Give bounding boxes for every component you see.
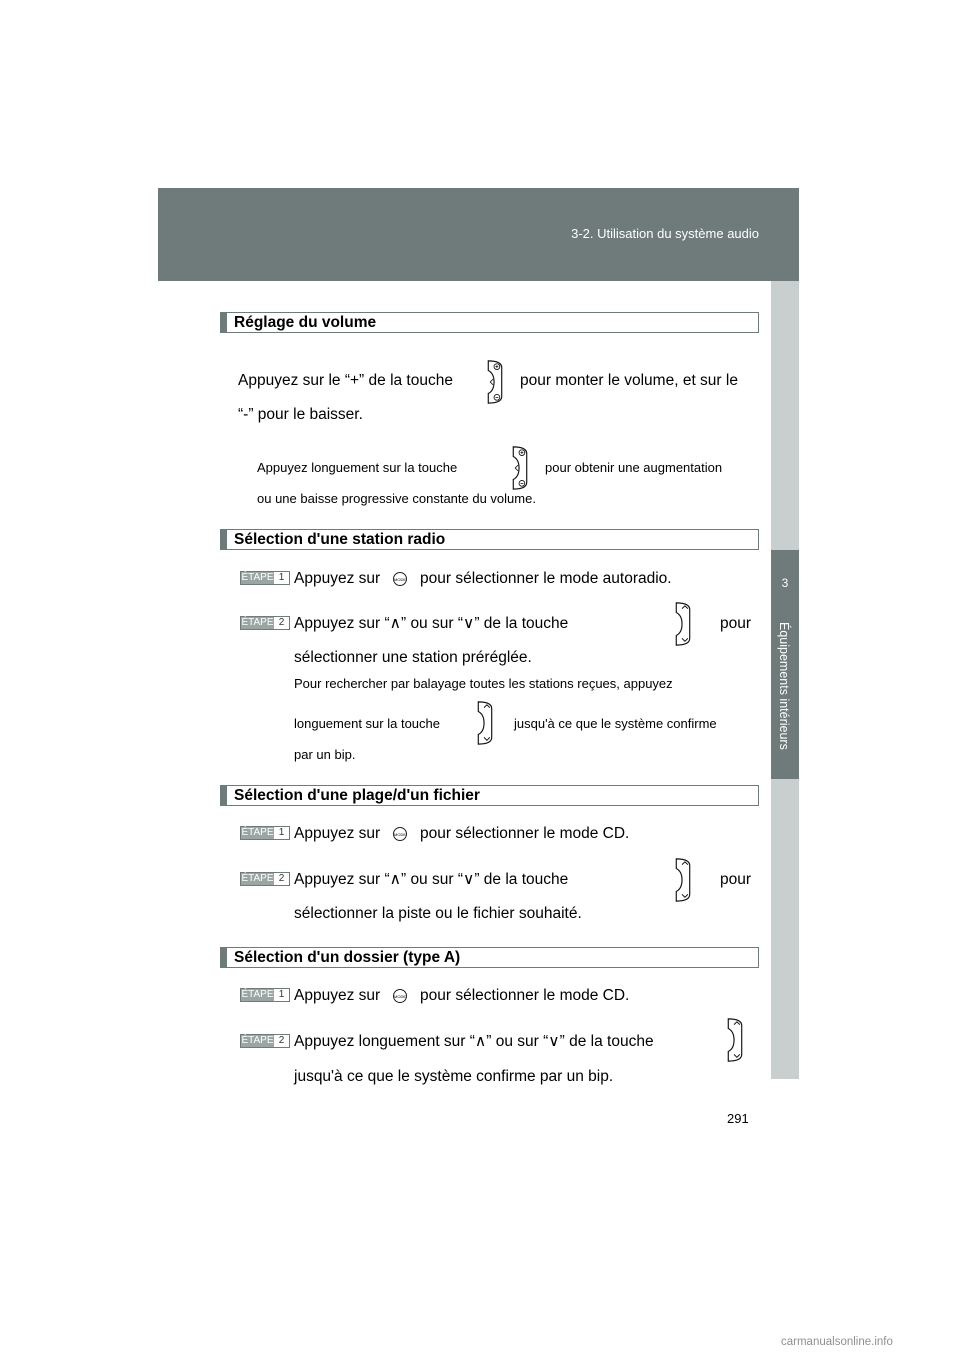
seek-switch-icon — [668, 600, 698, 648]
step-number: 1 — [278, 827, 285, 838]
radio-note: longuement sur la touche — [294, 716, 440, 731]
volume-switch-icon — [480, 358, 510, 406]
radio-step-text: Appuyez sur — [294, 570, 381, 587]
volume-text: “-” pour le baisser. — [238, 406, 363, 423]
volume-switch-icon — [505, 444, 535, 492]
step-label: ÉTAPE — [241, 989, 274, 1000]
volume-text: Appuyez sur le “+” de la touche — [238, 372, 453, 389]
heading-bar — [220, 785, 227, 806]
watermark: carmanualsonline.info — [781, 1336, 893, 1348]
mode-button-icon: MODE — [393, 827, 407, 841]
chapter-label: Équipements intérieurs — [777, 622, 791, 750]
breadcrumb: 3-2. Utilisation du système audio — [571, 226, 759, 241]
step-badge-1 — [240, 571, 290, 585]
step-badge-2 — [240, 1034, 290, 1048]
step-number: 1 — [278, 989, 285, 1000]
radio-step-text: Appuyez sur “∧” ou sur “∨” de la touche — [294, 615, 569, 632]
radio-step-text: pour sélectionner le mode autoradio. — [420, 570, 672, 587]
step-badge-2 — [240, 616, 290, 630]
track-step-text: Appuyez sur “∧” ou sur “∨” de la touche — [294, 871, 569, 888]
mode-button-icon: MODE — [393, 989, 407, 1003]
step-number: 2 — [278, 617, 285, 628]
chapter-tab — [771, 550, 799, 779]
section-title: Réglage du volume — [234, 314, 377, 331]
step-label: ÉTAPE — [241, 617, 274, 628]
section-heading-volume — [220, 312, 759, 333]
section-title: Sélection d'une station radio — [234, 531, 446, 548]
side-tab-lower — [771, 779, 799, 1079]
section-title: Sélection d'un dossier (type A) — [234, 949, 461, 966]
radio-note: par un bip. — [294, 747, 356, 762]
side-tab-upper — [771, 281, 799, 550]
step-badge-1 — [240, 826, 290, 840]
step-badge-2 — [240, 872, 290, 886]
track-step-text: sélectionner la piste ou le fichier souhaité. — [294, 905, 582, 922]
seek-switch-icon — [668, 856, 698, 904]
volume-note: pour obtenir une augmentation — [545, 460, 723, 475]
step-number: 1 — [278, 572, 285, 583]
header-band — [158, 188, 799, 281]
volume-note: Appuyez longuement sur la touche — [257, 460, 458, 475]
step-number: 2 — [278, 873, 285, 884]
section-heading-folder — [220, 947, 759, 968]
volume-text: pour monter le volume, et sur le — [520, 372, 738, 389]
section-heading-radio — [220, 529, 759, 550]
mode-button-icon: MODE — [393, 572, 407, 586]
radio-note: Pour rechercher par balayage toutes les stations reçues, appuyez — [294, 676, 673, 691]
radio-note: jusqu'à ce que le système confirme — [514, 716, 717, 731]
chapter-number: 3 — [781, 576, 789, 590]
heading-bar — [220, 312, 227, 333]
heading-bar — [220, 947, 227, 968]
seek-switch-icon — [470, 699, 500, 747]
step-number: 2 — [278, 1035, 285, 1046]
track-step-text: pour — [720, 871, 752, 888]
folder-step-text: Appuyez longuement sur “∧” ou sur “∨” de la touche — [294, 1033, 654, 1050]
folder-step-text: Appuyez sur — [294, 987, 381, 1004]
step-label: ÉTAPE — [241, 572, 274, 583]
folder-step-text: jusqu'à ce que le système confirme par un bip. — [294, 1068, 614, 1085]
page-number: 291 — [727, 1111, 749, 1126]
track-step-text: Appuyez sur — [294, 825, 381, 842]
section-heading-track — [220, 785, 759, 806]
heading-bar — [220, 529, 227, 550]
step-label: ÉTAPE — [241, 827, 274, 838]
radio-step-text: pour — [720, 615, 752, 632]
step-badge-1 — [240, 988, 290, 1002]
folder-step-text: pour sélectionner le mode CD. — [420, 987, 630, 1004]
step-label: ÉTAPE — [241, 1035, 274, 1046]
radio-step-text: sélectionner une station préréglée. — [294, 649, 532, 666]
volume-note: ou une baisse progressive constante du volume. — [257, 491, 536, 506]
step-label: ÉTAPE — [241, 873, 274, 884]
section-title: Sélection d'une plage/d'un fichier — [234, 787, 480, 804]
track-step-text: pour sélectionner le mode CD. — [420, 825, 630, 842]
seek-switch-icon — [720, 1016, 750, 1064]
